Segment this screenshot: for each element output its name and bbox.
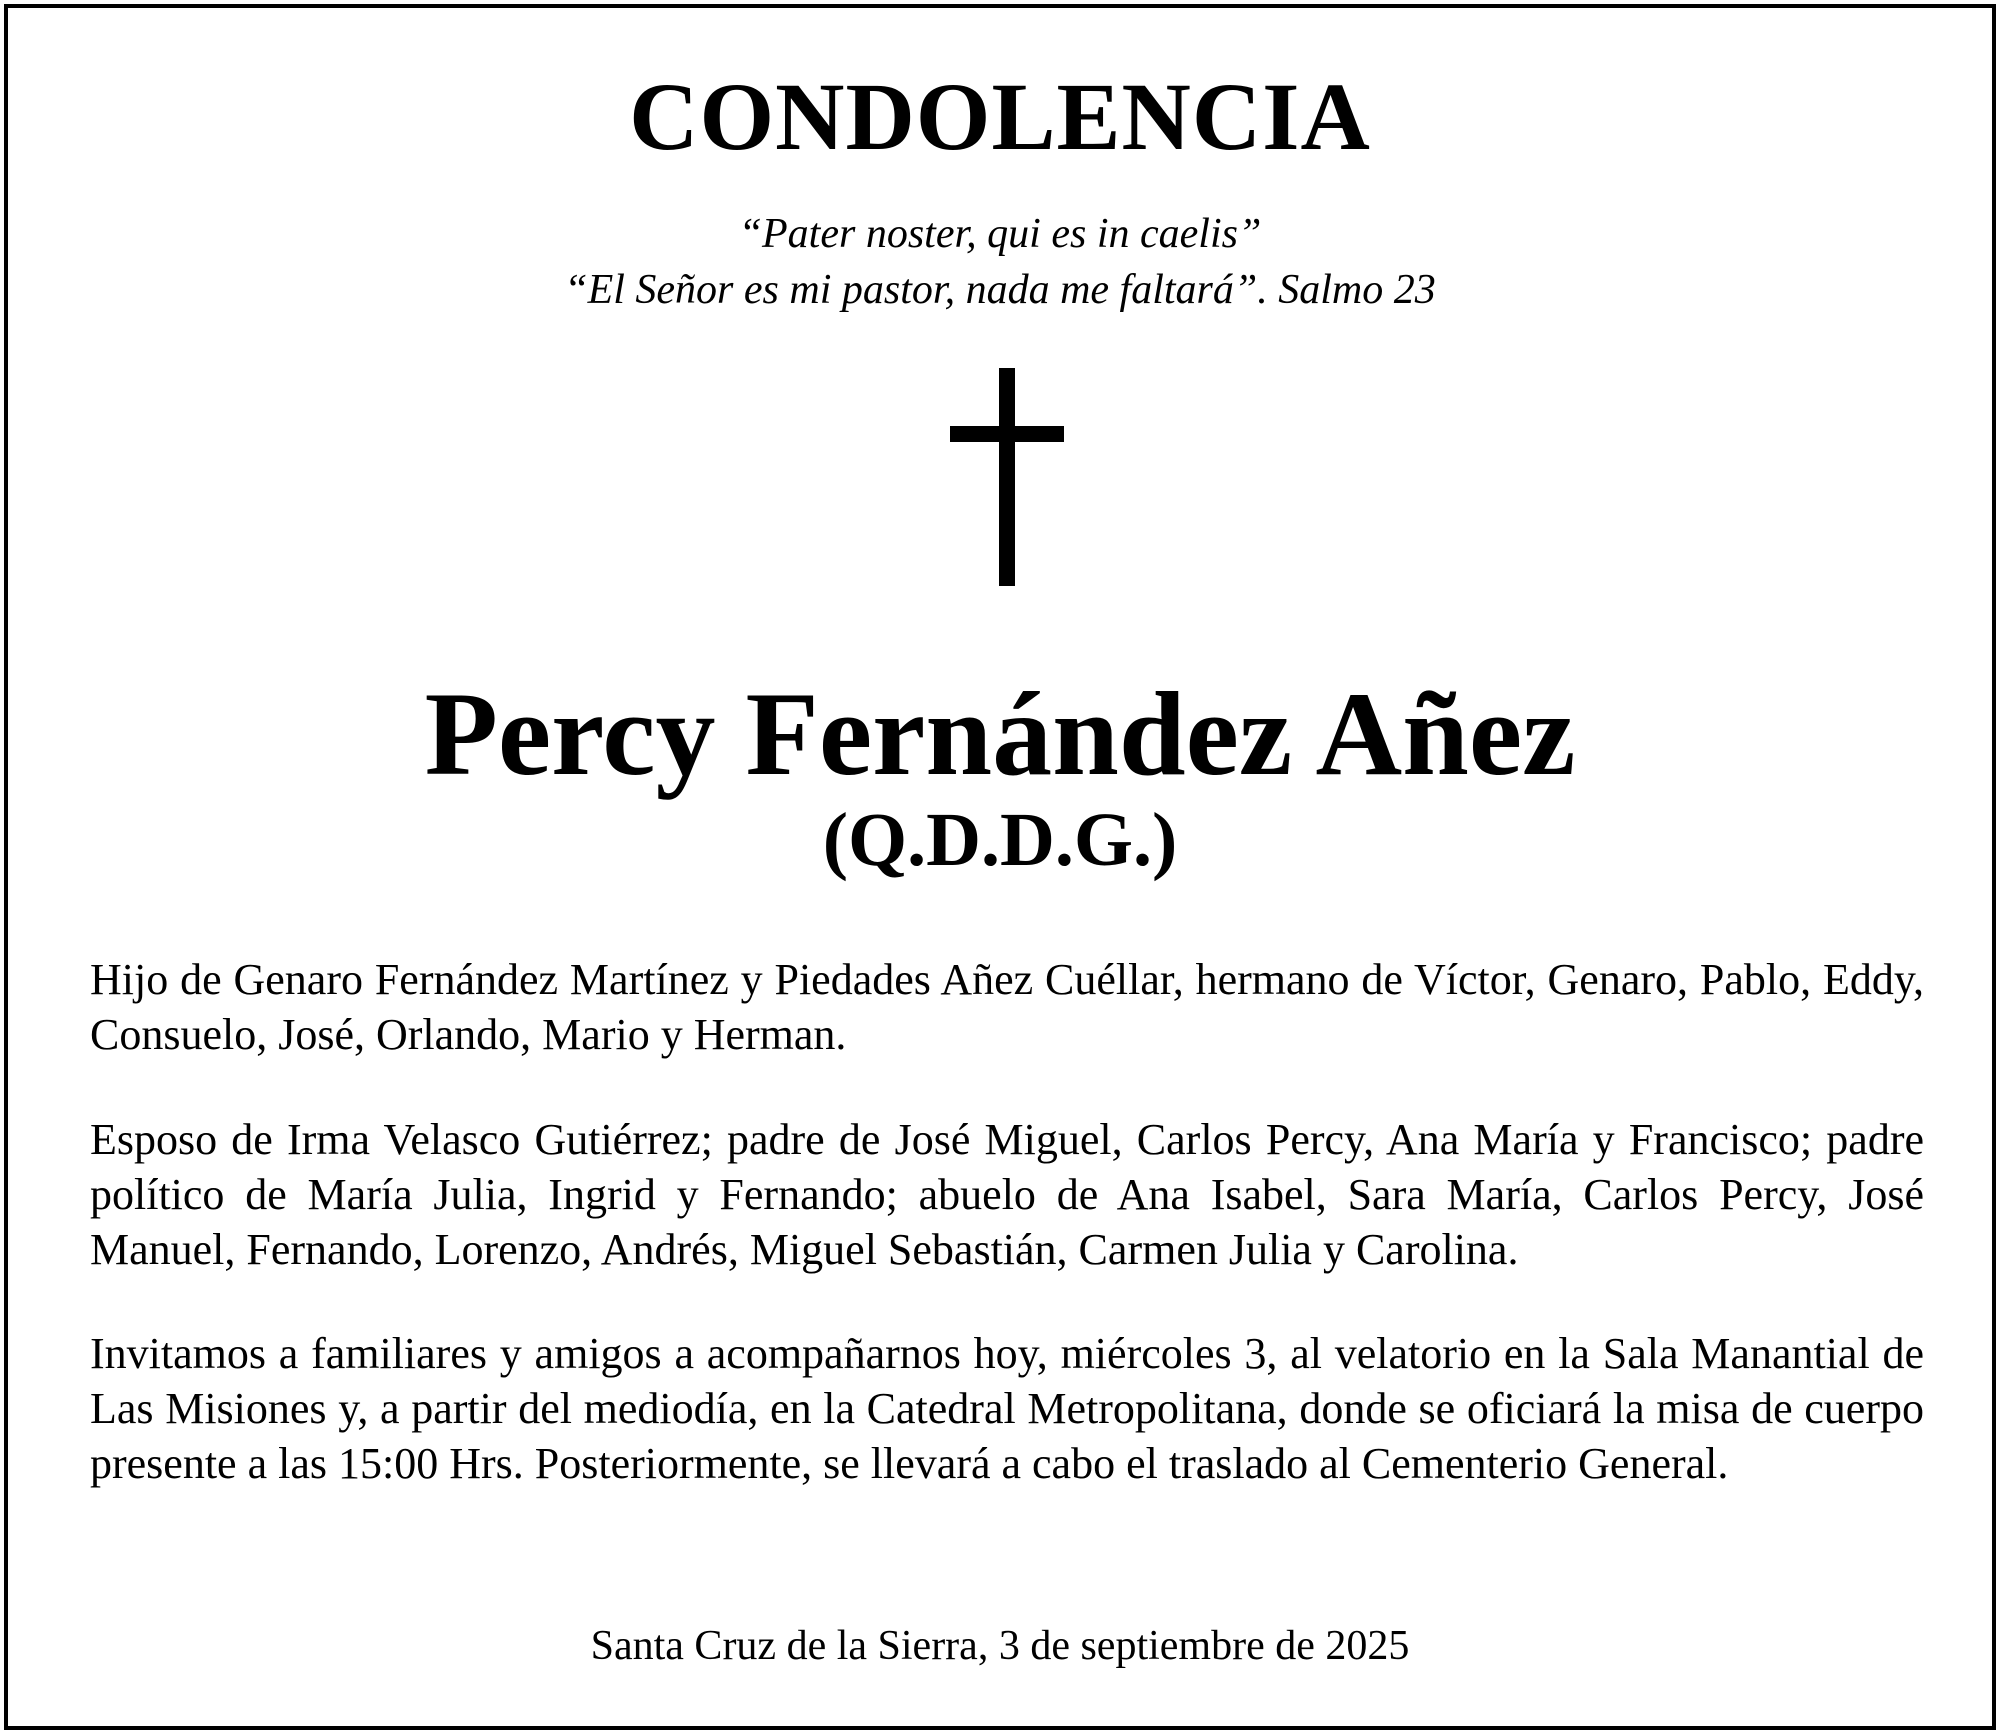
cross-icon: [950, 368, 1064, 586]
psalm-quote: “El Señor es mi pastor, nada me faltará”. Salmo 23: [564, 267, 1436, 313]
invitation-paragraph: Invitamos a familiares y amigos a acompañarnos hoy, miércoles 3, al velatorio en la Sala Manantial de Las Misiones y, a partir del mediodía, en la Catedral Metropolitana, donde se oficiará la misa de cuerpo presente a las 15:00 Hrs. Posteriormente, se llevará a cabo el traslado al Cementerio General.: [90, 1329, 1924, 1488]
family-parents-siblings-paragraph: Hijo de Genaro Fernández Martínez y Piedades Añez Cuéllar, hermano de Víctor, Genaro, Pablo, Eddy, Consuelo, José, Orlando, Mario y Herman.: [90, 955, 1924, 1059]
condolence-notice: [4, 4, 1996, 1730]
qddg-abbreviation: (Q.D.D.G.): [822, 798, 1178, 882]
quotes-block: [8, 206, 1992, 318]
deceased-name: Percy Fernández Añez: [424, 667, 1576, 800]
cross-vertical-bar: [999, 368, 1015, 586]
family-spouse-children-paragraph: Esposo de Irma Velasco Gutiérrez; padre de José Miguel, Carlos Percy, Ana María y Francisco; padre político de María Julia, Ingrid y Fernando; abuelo de Ana Isabel, Sara María, Carlos Percy, José Manuel, Fernando, Lorenzo, Andrés, Miguel Sebastián, Carmen Julia y Carolina.: [90, 1115, 1924, 1274]
notice-title: CONDOLENCIA: [629, 63, 1371, 170]
latin-quote: “Pater noster, qui es in caelis”: [738, 211, 1262, 257]
place-date-footer: Santa Cruz de la Sierra, 3 de septiembre de 2025: [590, 1623, 1410, 1669]
cross-horizontal-bar: [950, 426, 1064, 442]
